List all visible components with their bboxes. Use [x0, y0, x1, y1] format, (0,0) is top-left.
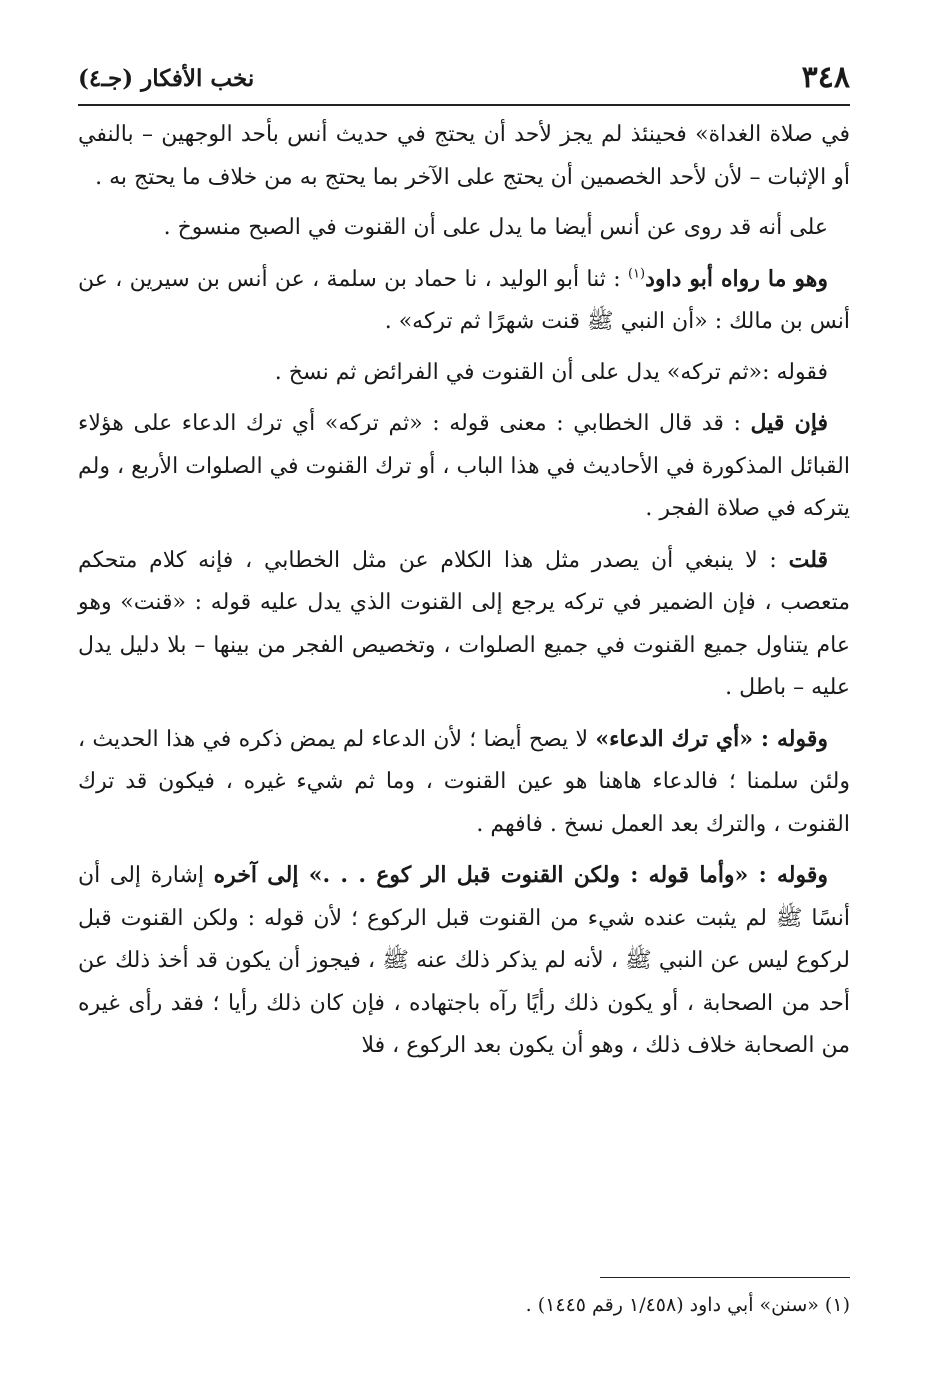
- paragraph-lead: وهو ما رواه أبو داود: [645, 265, 828, 292]
- header-rule: [78, 104, 850, 106]
- page-header: [78, 58, 850, 102]
- footnote-rule: [600, 1277, 850, 1278]
- paragraph: [78, 718, 850, 847]
- paragraph-lead: قلت: [788, 546, 828, 573]
- paragraph-text: : ثنا أبو الوليد ، نا حماد بن سلمة ، عن أنس بن سيرين ، عن أنس بن مالك : «أن النبي ﷺ قنت شهرًا ثم تركه» .: [78, 266, 850, 334]
- paragraph-text: لا يصح أيضا ؛ لأن الدعاء لم يمض ذكره في هذا الحديث ، ولئن سلمنا ؛ فالدعاء هاهنا هو عين القنوت ، وما ثم شيء غيره ، فيكون قد ترك القنوت ، والترك بعد العمل نسخ . فافهم .: [78, 726, 850, 837]
- paragraph: [78, 114, 850, 199]
- paragraph: [78, 402, 850, 531]
- paragraph-lead: وقوله : «أي ترك الدعاء»: [595, 725, 828, 752]
- footnote-reference: (١): [627, 266, 646, 282]
- paragraph: [78, 352, 850, 395]
- paragraph-lead: وقوله : «وأما قوله : ولكن القنوت قبل الر كوع . . .» إلى آخره: [213, 862, 828, 888]
- page-number: ٣٤٨: [801, 60, 850, 95]
- paragraph: [78, 207, 850, 250]
- paragraph-text: : لا ينبغي أن يصدر مثل هذا الكلام عن مثل الخطابي ، فإنه كلام متحكم متعصب ، فإن الضمير في تركه يرجع إلى القنوت الذي يدل عليه قوله : «قنت» وهو عام يتناول جميع القنوت في جميع الصلوات ، وتخصيص الفجر من بينها – بلا دليل يدل عليه – باطل .: [78, 547, 850, 700]
- paragraph-text: : قد قال الخطابي : معنى قوله : «ثم تركه» أي ترك الدعاء على هؤلاء القبائل المذكورة في الأحاديث في هذا الباب ، أو ترك القنوت في الصلوات الأربع ، ولم يتركه في صلاة الفجر .: [78, 411, 850, 521]
- paragraph-text: على أنه قد روى عن أنس أيضا ما يدل على أن القنوت في الصبح منسوخ .: [163, 215, 828, 240]
- body-text: [78, 114, 850, 1076]
- running-title: نخب الأفكار (جـ٤): [78, 65, 255, 92]
- paragraph-lead: فإن قيل: [750, 410, 829, 436]
- footnote: (١) «سنن» أبي داود (١/٤٥٨ رقم ١٤٤٥) .: [525, 1294, 850, 1316]
- paragraph-text: فقوله :«ثم تركه» يدل على أن القنوت في الفرائض ثم نسخ .: [274, 359, 828, 385]
- paragraph-text: في صلاة الغداة» فحينئذ لم يجز لأحد أن يحتج في حديث أنس بأحد الوجهين – بالنفي أو الإثبات – لأن لأحد الخصمين أن يحتج على الآخر بما يحتج به من خلاف ما يحتج به .: [78, 122, 850, 190]
- paragraph: [78, 539, 850, 710]
- paragraph: [78, 258, 850, 344]
- paragraph: [78, 854, 850, 1068]
- paragraph-text: إشارة إلى أن أنسًا ﷺ لم يثبت عنده شيء من القنوت قبل الركوع ؛ لأن قوله : ولكن القنوت قبل لركوع ليس عن النبي ﷺ ، لأنه لم يذكر ذلك عنه ﷺ ، فيجوز أن يكون قد أخذ ذلك عن أحد من الصحابة ، أو يكون ذلك رأيًا رآه باجتهاده ، فإن كان ذلك رأيا ؛ فقد رأى غيره من الصحابة خلاف ذلك ، وهو أن يكون بعد الركوع ، فلا: [78, 863, 850, 1058]
